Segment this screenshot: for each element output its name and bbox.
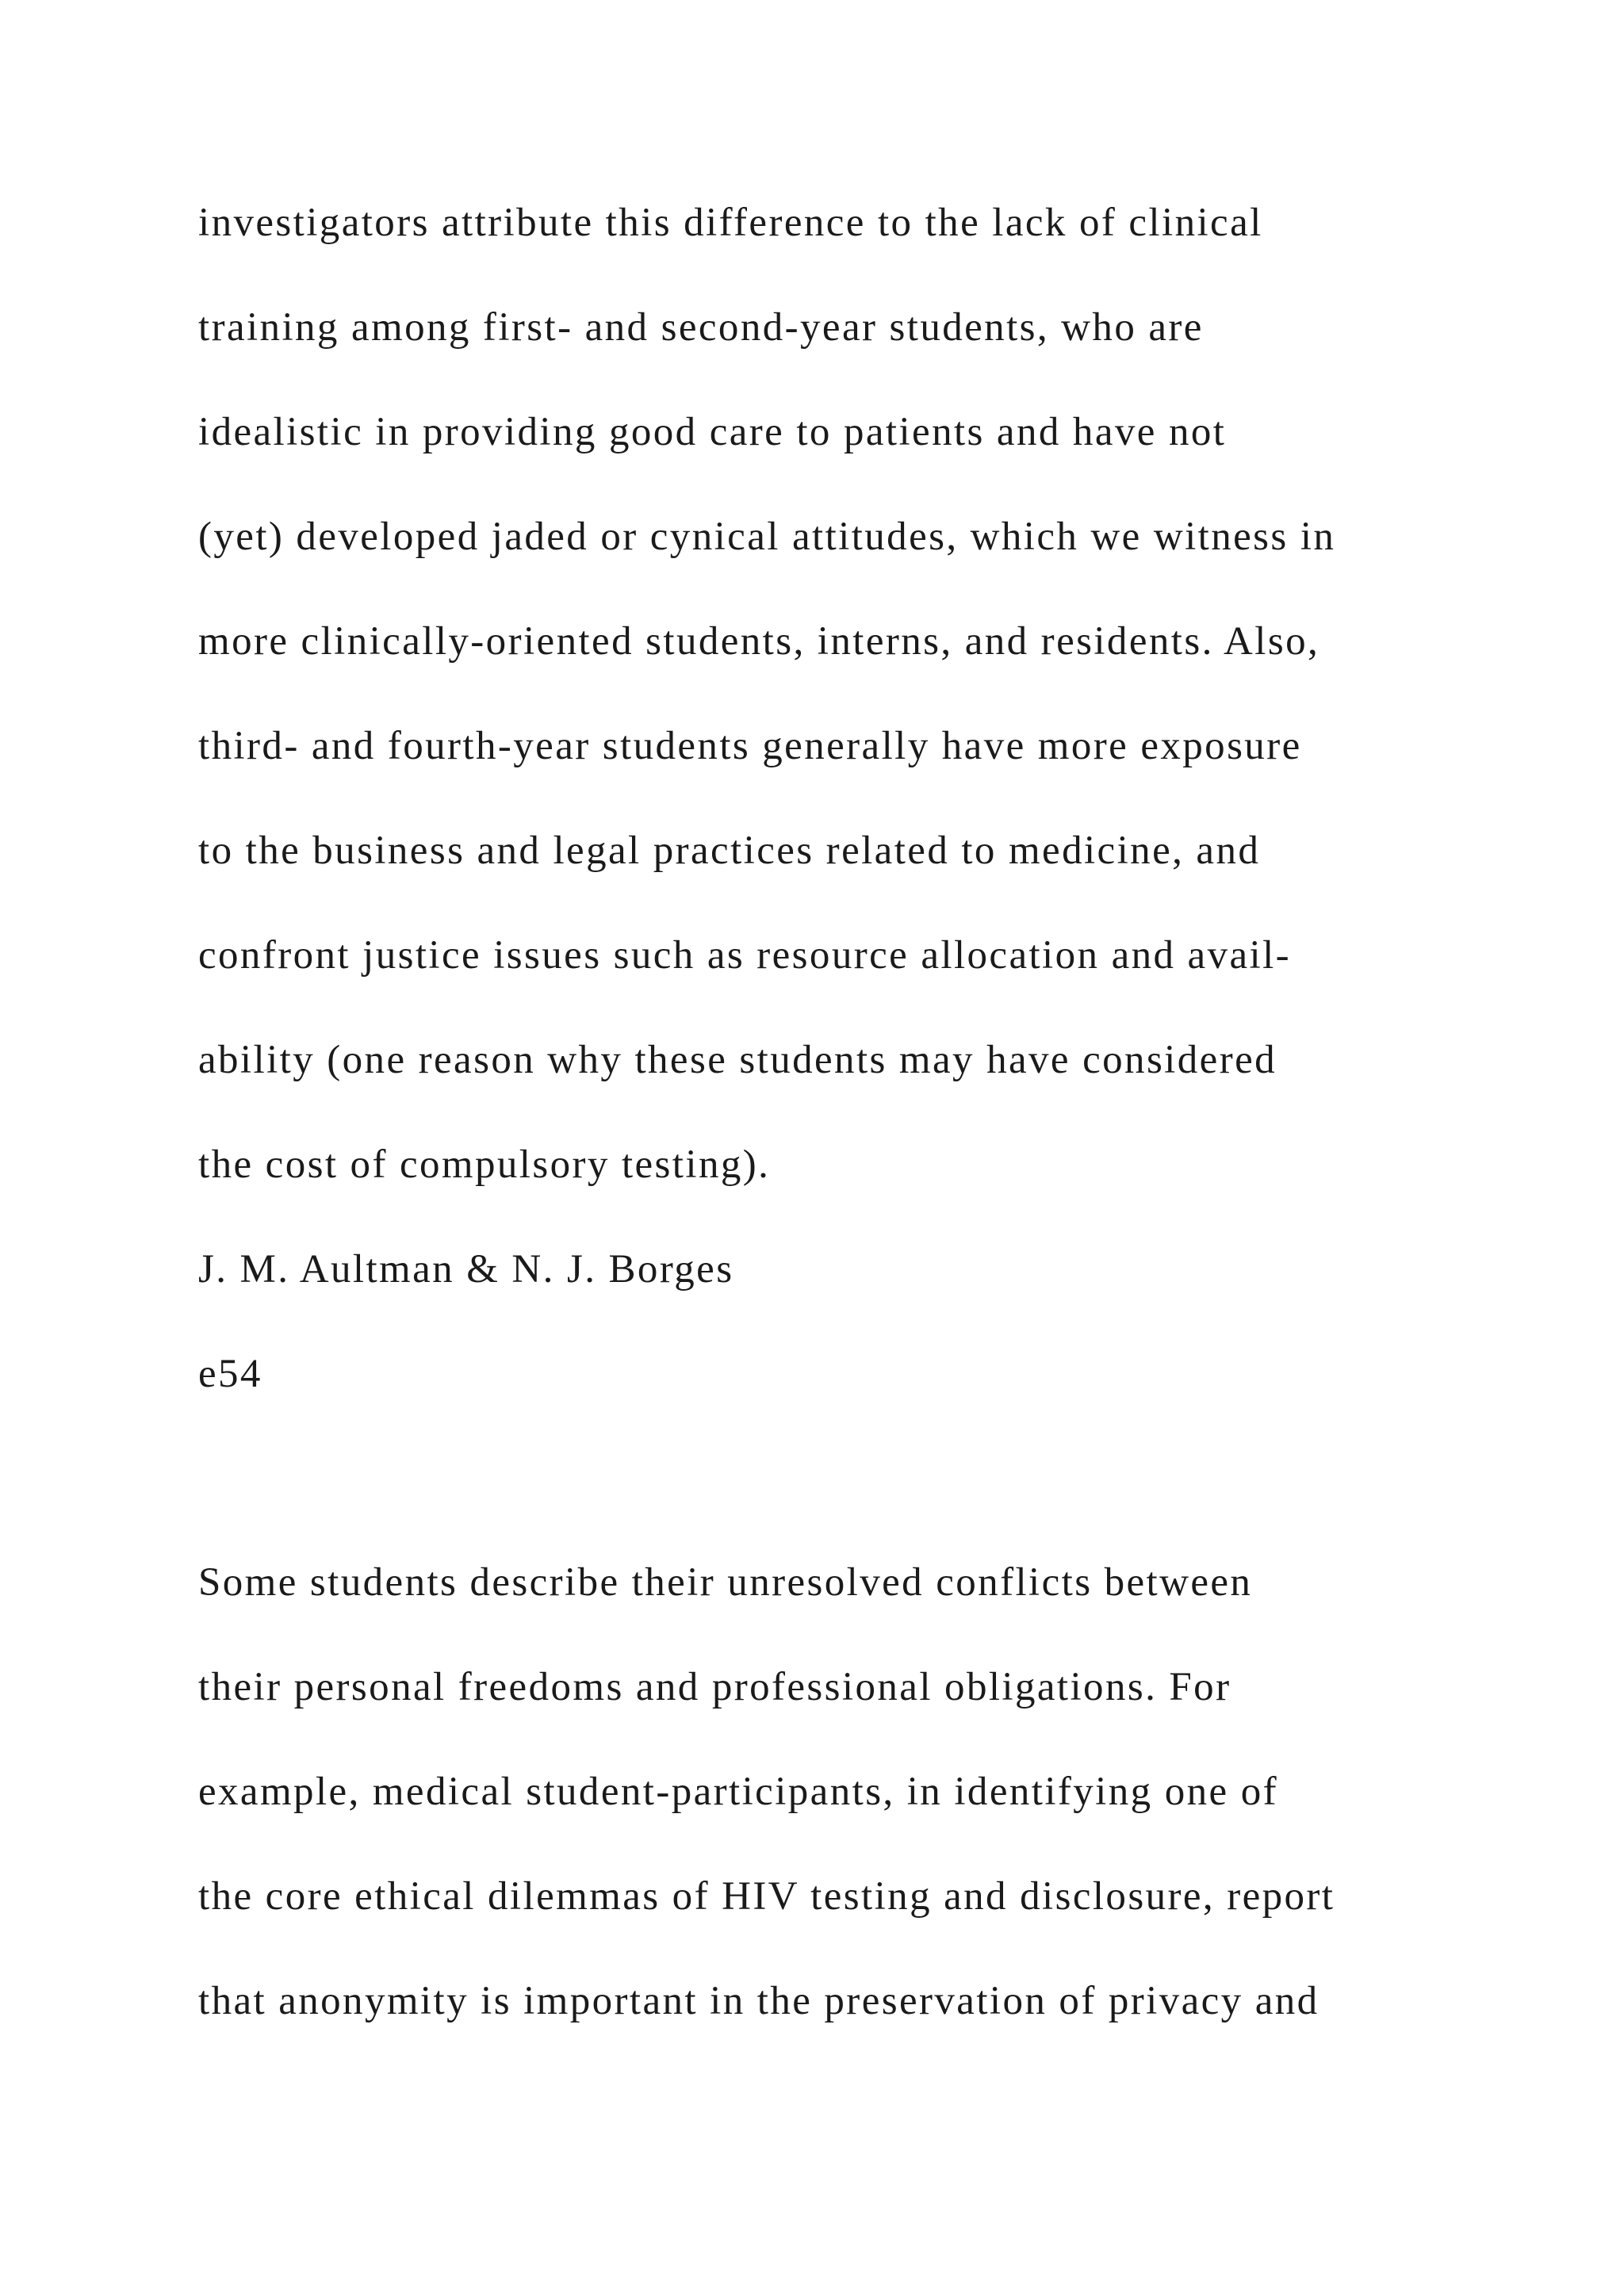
text-line: the cost of compulsory testing). bbox=[198, 1142, 771, 1187]
text-line: confront justice issues such as resource allocation and avail- bbox=[198, 933, 1292, 978]
text-line: the core ethical dilemmas of HIV testing and disclosure, report bbox=[198, 1874, 1335, 1919]
text-line: training among first- and second-year students, who are bbox=[198, 305, 1204, 350]
text-block-top bbox=[198, 170, 1546, 1426]
text-line: (yet) developed jaded or cynical attitudes, which we witness in bbox=[198, 515, 1336, 559]
text-line: third- and fourth-year students generally have more exposure bbox=[198, 724, 1302, 768]
running-header-authors: J. M. Aultman & N. J. Borges bbox=[198, 1247, 734, 1292]
text-block-bottom bbox=[198, 1530, 1546, 2053]
text-line: ability (one reason why these students may have considered bbox=[198, 1038, 1277, 1082]
page-number: e54 bbox=[198, 1352, 262, 1396]
text-line: example, medical student-participants, in identifying one of bbox=[198, 1770, 1278, 1814]
running-header bbox=[198, 1217, 1546, 1426]
text-line: idealistic in providing good care to patients and have not bbox=[198, 410, 1227, 454]
paragraph-2 bbox=[198, 1530, 1546, 2053]
paragraph-1 bbox=[198, 170, 1546, 1217]
text-line: that anonymity is important in the preservation of privacy and bbox=[198, 1979, 1320, 2023]
text-line: investigators attribute this difference to the lack of clinical bbox=[198, 201, 1263, 245]
text-line: to the business and legal practices related to medicine, and bbox=[198, 828, 1261, 873]
text-line: Some students describe their unresolved conflicts between bbox=[198, 1560, 1253, 1605]
text-line: their personal freedoms and professional obligations. For bbox=[198, 1665, 1231, 1709]
text-line: more clinically-oriented students, interns, and residents. Also, bbox=[198, 619, 1320, 664]
